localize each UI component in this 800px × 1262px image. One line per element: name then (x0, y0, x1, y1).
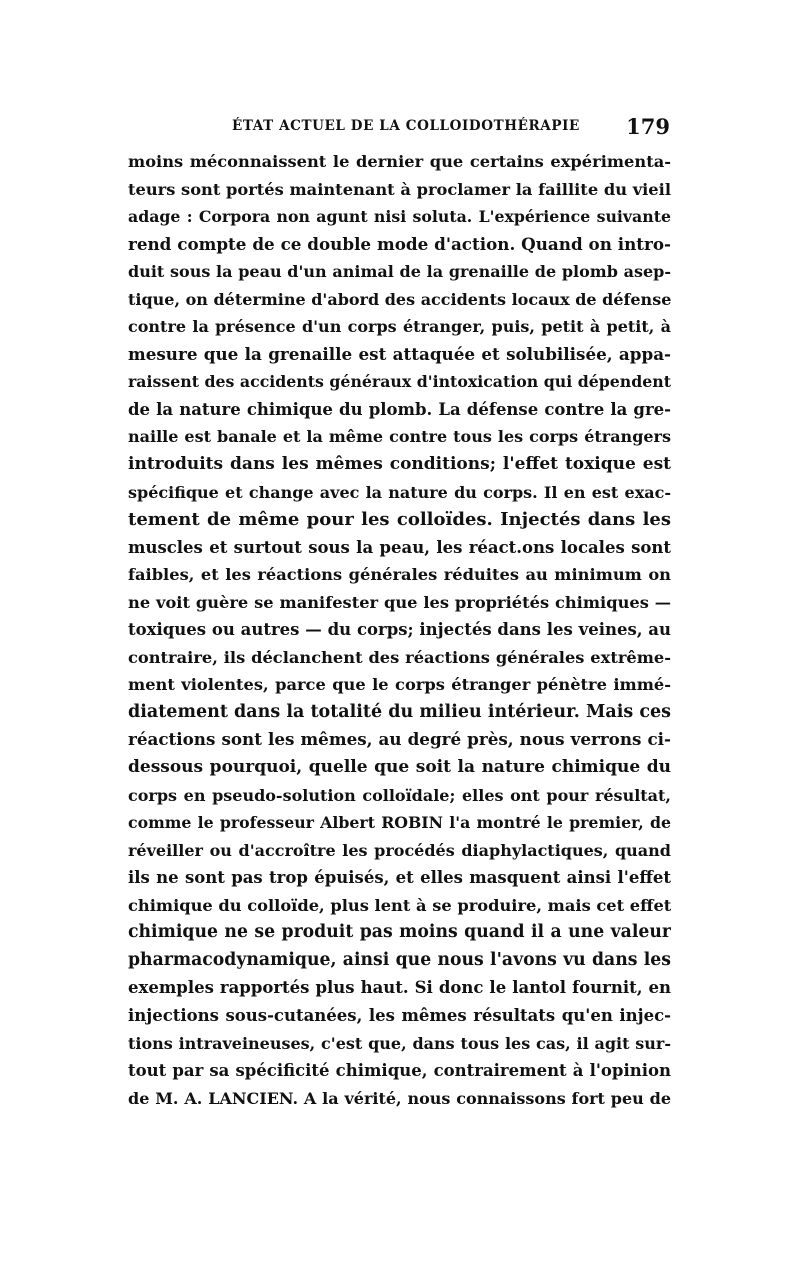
text-line: faibles, et les réactions générales réduites au minimum on (128, 565, 671, 585)
text-line: réveiller ou d'accroître les procédés diaphylactiques, quand (128, 840, 671, 860)
text-line: moins méconnaissent le dernier que certains expérimenta- (128, 152, 671, 171)
text-line: tions intraveineuses, c'est que, dans tous les cas, il agit sur- (128, 1033, 671, 1053)
text-line: muscles et surtout sous la peau, les réact.ons locales sont (128, 537, 671, 557)
text-line: réactions sont les mêmes, au degré près, nous verrons ci- (128, 729, 671, 750)
text-line: comme le professeur Albert ROBIN l'a montré le premier, de (128, 813, 671, 833)
text-line: raissent des accidents généraux d'intoxication qui dépendent (128, 372, 671, 392)
text-line: exemples rapportés plus haut. Si donc le lantol fournit, en (128, 978, 671, 998)
text-line: tement de même pour les colloïdes. Injectés dans les (128, 509, 671, 531)
text-line: contraire, ils déclanchent des réactions générales extrême- (128, 647, 671, 667)
text-line: pharmacodynamique, ainsi que nous l'avons vu dans les (128, 949, 671, 970)
text-line: dessous pourquoi, quelle que soit la nature chimique du (128, 757, 671, 778)
text-line: spécifique et change avec la nature du corps. Il en est exac- (128, 482, 671, 502)
text-line: chimique du colloïde, plus lent à se produire, mais cet effet (128, 895, 671, 915)
text-line: de M. A. LANCIEN. A la vérité, nous connaissons fort peu de (128, 1088, 671, 1108)
text-line: diatement dans la totalité du milieu intérieur. Mais ces (128, 701, 671, 722)
running-title: ÉTAT ACTUEL DE LA COLLOIDOTHÉRAPIE (232, 118, 580, 134)
text-line: duit sous la peau d'un animal de la grenaille de plomb asep- (128, 262, 671, 282)
text-line: rend compte de ce double mode d'action. Quand on intro- (128, 233, 671, 254)
text-line: injections sous-cutanées, les mêmes résultats qu'en injec- (128, 1005, 671, 1025)
text-line: mesure que la grenaille est attaquée et solubilisée, appa- (128, 343, 671, 364)
page-number: 179 (626, 114, 670, 139)
text-line: ment violentes, parce que le corps étranger pénètre immé- (128, 675, 671, 695)
text-line: adage : Corpora non agunt nisi soluta. L'expérience suivante (128, 207, 671, 227)
text-line: ne voit guère se manifester que les propriétés chimiques — (128, 592, 671, 612)
page-header (122, 116, 672, 140)
text-line: tout par sa spécificité chimique, contrairement à l'opinion (128, 1061, 671, 1081)
text-line: naille est banale et la même contre tous les corps étrangers (128, 427, 671, 447)
body-text (128, 148, 671, 1112)
text-line: de la nature chimique du plomb. La défense contre la gre- (128, 399, 671, 419)
text-line: chimique ne se produit pas moins quand il a une valeur (128, 922, 671, 943)
text-line: introduits dans les mêmes conditions; l'effet toxique est (128, 454, 671, 475)
text-line: teurs sont portés maintenant à proclamer la faillite du vieil (128, 179, 671, 199)
text-line: contre la présence d'un corps étranger, puis, petit à petit, à (128, 317, 671, 337)
text-line: ils ne sont pas trop épuisés, et elles masquent ainsi l'effet (128, 868, 671, 888)
text-line: corps en pseudo-solution colloïdale; elles ont pour résultat, (128, 785, 671, 805)
text-line: toxiques ou autres — du corps; injectés dans les veines, au (128, 620, 671, 640)
text-line: tique, on détermine d'abord des accidents locaux de défense (128, 289, 671, 309)
